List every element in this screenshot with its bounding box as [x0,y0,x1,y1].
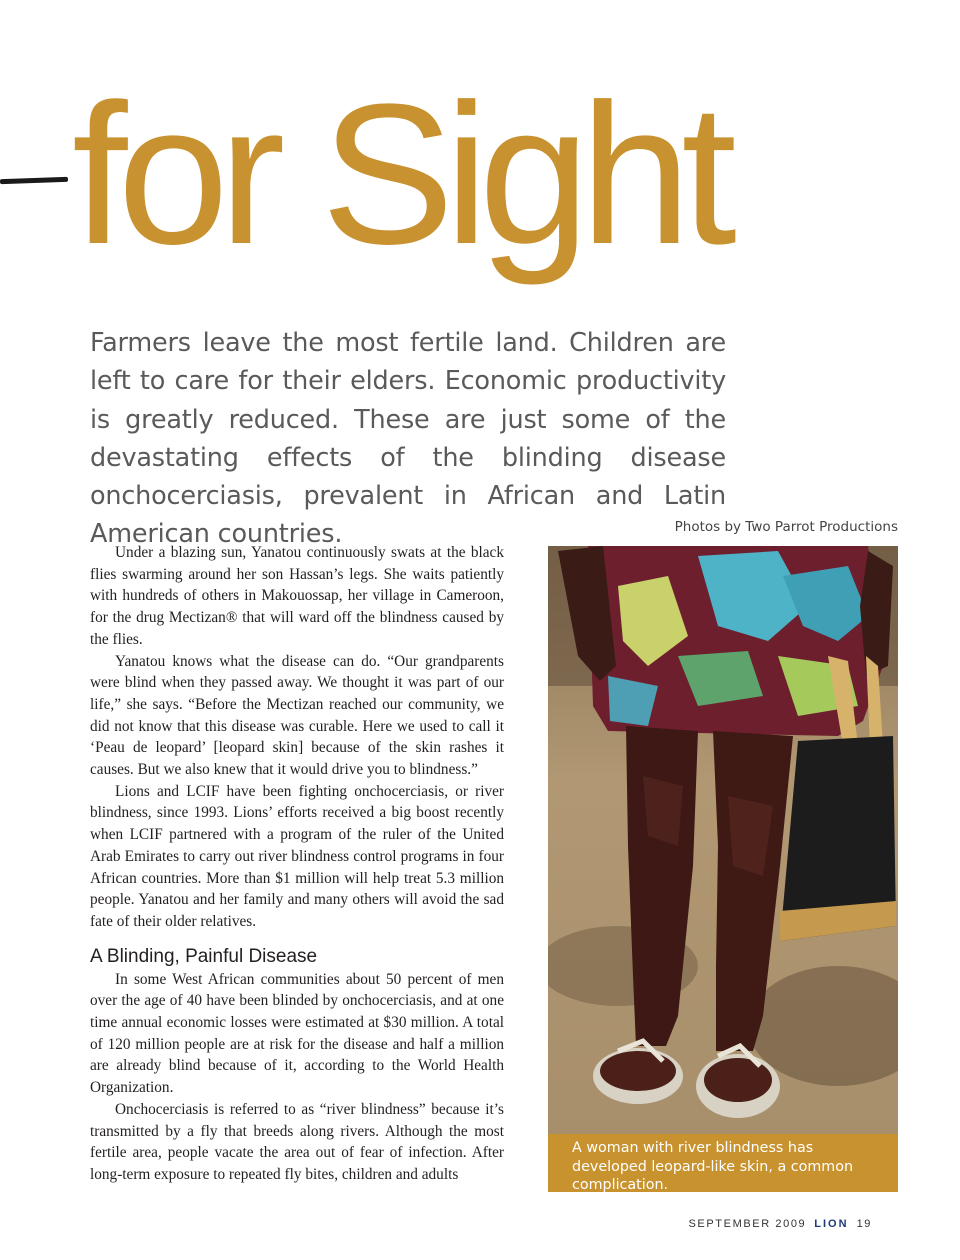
article-photo [548,546,898,1134]
article-title: for Sight [72,63,727,286]
photo-credit: Photos by Two Parrot Productions [674,519,898,535]
body-paragraph: Onchocerciasis is referred to as “river blindness” because it’s transmitted by a fly that breeds along rivers. Although the most fertile area, people vacate the area out of fear of infection. After long-term exposure to repeated fly bites, children and adults [90,1100,504,1183]
footer-magazine-name: LION [814,1218,849,1230]
body-paragraph: Under a blazing sun, Yanatou continuously swats at the black flies swarming around her son Hassan’s legs. She waits patiently with hundreds of others in Makouossap, her village in Cameroon, for the drug Mectizan® that will ward off the blindness caused by the flies. [90,544,504,648]
body-paragraph: Lions and LCIF have been fighting onchocerciasis, or river blindness, since 1993. Lions’ efforts received a big boost recently when LCIF partnered with a program of the ruler of the United Arab Emirates to carry out river blindness control programs in four African countries. More than $1 million will help treat 5.3 million people. Yanatou and her family and many others will avoid the sad fate of their older relatives. [90,782,504,930]
photo-illustration [548,546,898,1134]
section-subhead: A Blinding, Painful Disease [90,945,318,967]
photo-caption: A woman with river blindness has developed leopard-like skin, a common complication. [548,1134,898,1192]
title-dash-rule [0,177,68,184]
article-body [90,542,504,1186]
article-deck: Farmers leave the most fertile land. Children are left to care for their elders. Economic productivity is greatly reduced. These are just some of the devastating effects of the blinding disease onchocerciasis, prevalent in African and Latin American countries. [90,328,726,550]
footer-page-number: 19 [856,1218,872,1230]
body-paragraph: Yanatou knows what the disease can do. “Our grandparents were blind when they passed away. We thought it was part of our life,” she says. “Before the Mectizan reached our community, we did not know that this disease was curable. Here we used to call it ‘Peau de leopard’ [leopard skin] because of the skin rashes it causes. But we also knew that it would drive you to blindness.” [90,652,504,779]
body-paragraph: In some West African communities about 50 percent of men over the age of 40 have been blinded by onchocerciasis, and at one time annual economic losses were estimated at $30 million. A total of 120 million people are at risk for the disease and half a million are already blind because of it, according to the World Health Organization. [90,970,504,1097]
footer-date: SEPTEMBER 2009 [688,1218,807,1230]
page-footer [689,1218,873,1230]
